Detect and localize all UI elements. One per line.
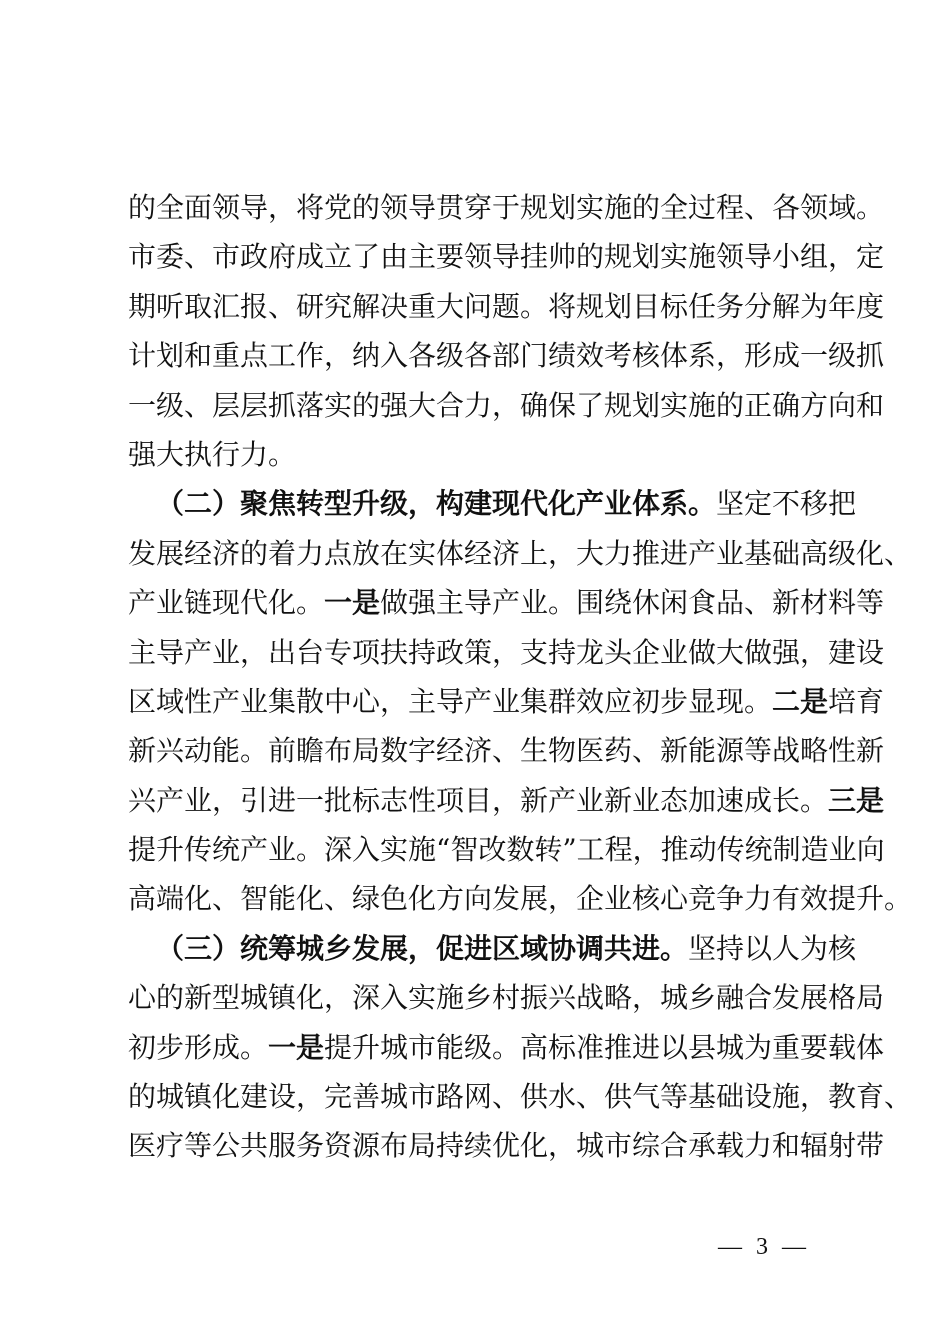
text-line bbox=[128, 578, 885, 627]
text-line bbox=[128, 232, 885, 281]
bold-text: 三是 bbox=[828, 783, 885, 817]
body-text: 坚持以人为核 bbox=[688, 931, 857, 965]
text-line bbox=[128, 1023, 885, 1072]
body-text: 做强主导产业。围绕休闲食品、新材料等 bbox=[380, 586, 885, 620]
text-line bbox=[128, 1072, 913, 1121]
bold-text: （三）统筹城乡发展，促进区域协调共进。 bbox=[156, 931, 689, 965]
body-text: 提升传统产业。深入实施“智改数转”工程，推动传统制造业向 bbox=[128, 833, 885, 867]
text-line bbox=[128, 183, 885, 232]
body-text: 高端化、智能化、绿色化方向发展，企业核心竞争力有效提升。 bbox=[128, 882, 913, 916]
text-line bbox=[128, 825, 885, 874]
document-body bbox=[128, 183, 913, 1171]
body-text: 初步形成。 bbox=[128, 1030, 269, 1064]
body-text: 计划和重点工作，纳入各级各部门绩效考核体系，形成一级抓 bbox=[128, 339, 885, 373]
body-text: 产业链现代化。 bbox=[128, 586, 325, 620]
paragraph bbox=[128, 183, 885, 479]
body-text: 期听取汇报、研究解决重大问题。将规划目标任务分解为年度 bbox=[128, 289, 885, 323]
text-line bbox=[128, 924, 857, 973]
bold-text: 二是 bbox=[772, 684, 829, 718]
paragraph bbox=[128, 924, 913, 1171]
body-text: 坚定不移把 bbox=[716, 487, 857, 521]
text-line bbox=[128, 726, 885, 775]
body-text: 培育 bbox=[828, 684, 885, 718]
body-text: 的城镇化建设，完善城市路网、供水、供气等基础设施，教育、 bbox=[128, 1080, 913, 1114]
bold-text: 一是 bbox=[268, 1030, 325, 1064]
text-line bbox=[128, 331, 885, 380]
text-line bbox=[128, 677, 885, 726]
paragraph bbox=[128, 479, 913, 924]
body-text: 新兴动能。前瞻布局数字经济、生物医药、新能源等战略性新 bbox=[128, 734, 885, 768]
body-text: 发展经济的着力点放在实体经济上，大力推进产业基础高级化、 bbox=[128, 536, 913, 570]
body-text: 区域性产业集散中心，主导产业集群效应初步显现。 bbox=[128, 684, 773, 718]
body-text: 心的新型城镇化，深入实施乡村振兴战略，城乡融合发展格局 bbox=[128, 981, 885, 1015]
text-line bbox=[128, 973, 885, 1022]
body-text: 市委、市政府成立了由主要领导挂帅的规划实施领导小组，定 bbox=[128, 240, 885, 274]
bold-text: （二）聚焦转型升级，构建现代化产业体系。 bbox=[156, 487, 717, 521]
body-text: 医疗等公共服务资源布局持续优化，城市综合承载力和辐射带 bbox=[128, 1129, 885, 1163]
body-text: 提升城市能级。高标准推进以县城为重要载体 bbox=[324, 1030, 885, 1064]
body-text: 一级、层层抓落实的强大合力，确保了规划实施的正确方向和 bbox=[128, 388, 885, 422]
body-text: 的全面领导，将党的领导贯穿于规划实施的全过程、各领域。 bbox=[128, 191, 885, 224]
text-line bbox=[128, 776, 885, 825]
page-number: — 3 — bbox=[718, 1234, 810, 1260]
body-text: 强大执行力。 bbox=[128, 437, 297, 471]
body-text: 主导产业，出台专项扶持政策，支持龙头企业做大做强，建设 bbox=[128, 635, 885, 669]
text-line bbox=[128, 529, 913, 578]
text-line bbox=[128, 479, 857, 528]
text-line bbox=[128, 381, 885, 430]
text-line bbox=[128, 628, 885, 677]
text-line bbox=[128, 1121, 885, 1170]
text-line bbox=[128, 874, 913, 923]
text-line bbox=[128, 430, 832, 479]
bold-text: 一是 bbox=[324, 586, 381, 620]
text-line bbox=[128, 282, 885, 331]
body-text: 兴产业，引进一批标志性项目，新产业新业态加速成长。 bbox=[128, 783, 829, 817]
